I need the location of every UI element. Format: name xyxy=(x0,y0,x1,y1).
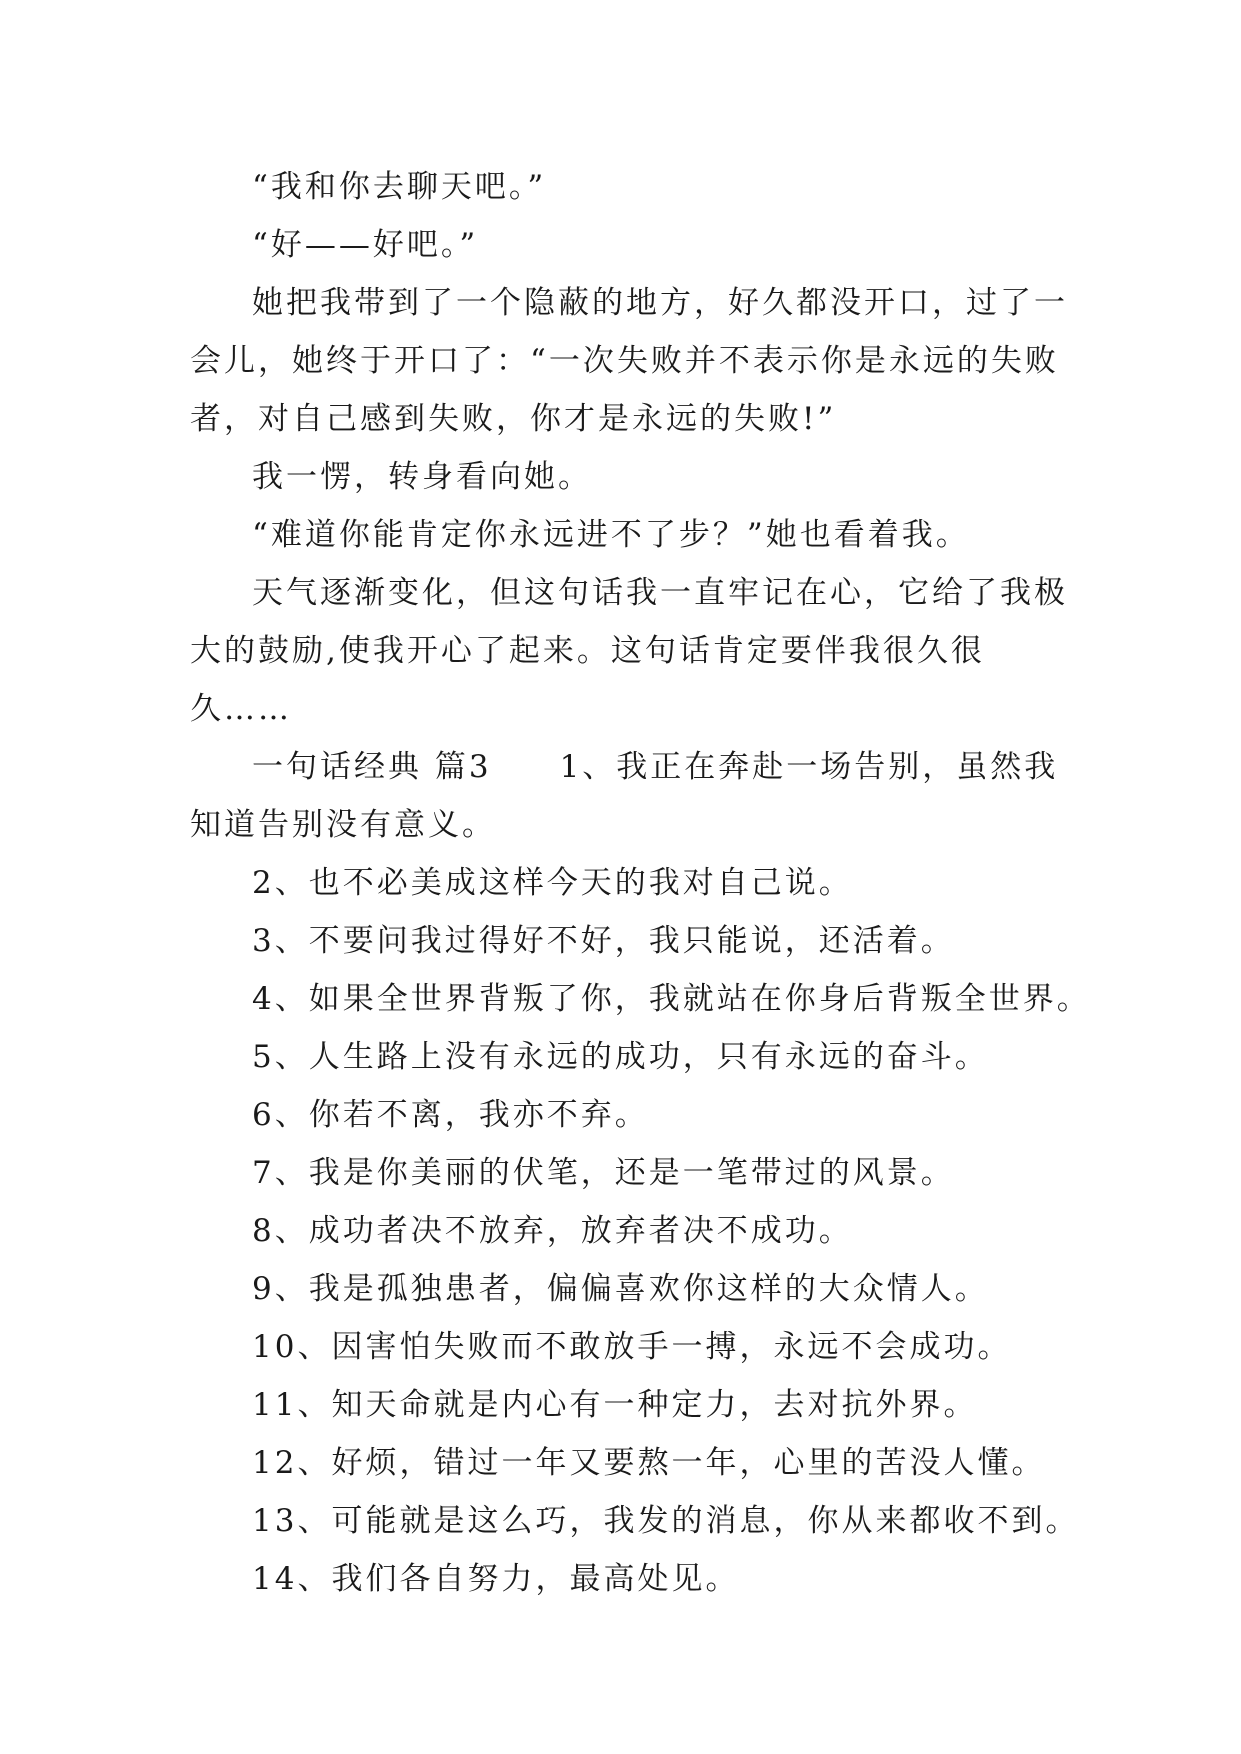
document-body xyxy=(190,158,1091,1608)
list-item: 2、也不必美成这样今天的我对自己说。 xyxy=(252,865,853,901)
paragraph: 她把我带到了一个隐蔽的地方，好久都没开口，过了一会儿，她终于开口了：“一次失败并不表示你是永远的失败者，对自己感到失败，你才是永远的失败!” xyxy=(190,285,1068,437)
list-item: 6、你若不离，我亦不弃。 xyxy=(252,1097,649,1133)
paragraph: “好——好吧。” xyxy=(252,227,479,263)
list-item: 13、可能就是这么巧，我发的消息，你从来都收不到。 xyxy=(252,1503,1080,1539)
list-item: 8、成功者决不放弃，放弃者决不成功。 xyxy=(252,1213,853,1249)
list-item: 3、不要问我过得好不好，我只能说，还活着。 xyxy=(252,923,955,959)
paragraph: 我一愣，转身看向她。 xyxy=(252,459,592,495)
list-item: 11、知天命就是内心有一种定力，去对抗外界。 xyxy=(252,1387,978,1423)
list-item: 7、我是你美丽的伏笔，还是一笔带过的风景。 xyxy=(252,1155,955,1191)
list-item: 12、好烦，错过一年又要熬一年，心里的苦没人懂。 xyxy=(252,1445,1046,1481)
section-heading-paragraph: 一句话经典 篇3 1、我正在奔赴一场告别，虽然我知道告别没有意义。 xyxy=(190,749,1059,843)
list-item: 10、因害怕失败而不敢放手一搏，永远不会成功。 xyxy=(252,1329,1012,1365)
list-item: 9、我是孤独患者，偏偏喜欢你这样的大众情人。 xyxy=(252,1271,989,1307)
paragraph: 天气逐渐变化，但这句话我一直牢记在心，它给了我极大的鼓励,使我开心了起来。这句话肯定要伴我很久很久…… xyxy=(190,575,1068,727)
paragraph: “我和你去聊天吧。” xyxy=(252,169,547,205)
list-item: 14、我们各自努力，最高处见。 xyxy=(252,1561,740,1597)
paragraph: “难道你能肯定你永远进不了步？”她也看着我。 xyxy=(252,517,970,553)
list-item: 4、如果全世界背叛了你，我就站在你身后背叛全世界。 xyxy=(252,981,1091,1017)
list-item: 5、人生路上没有永远的成功，只有永远的奋斗。 xyxy=(252,1039,989,1075)
